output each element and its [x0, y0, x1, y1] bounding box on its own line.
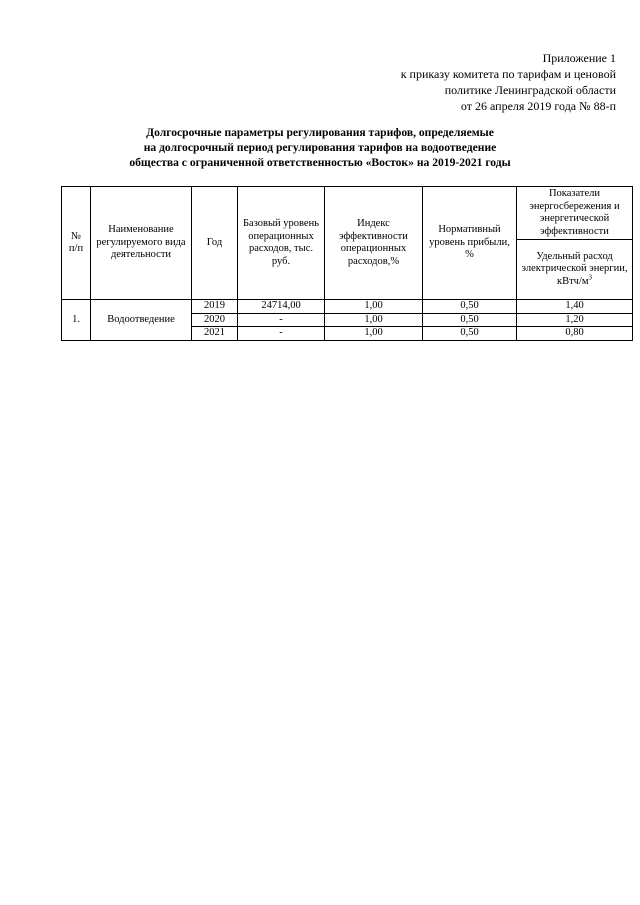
cell-year: 2019: [192, 300, 238, 314]
appendix-line-2: к приказу комитета по тарифам и ценовой: [400, 67, 616, 81]
header-activity: Наименование регулируемого вида деятельности: [91, 187, 192, 300]
cell-efficiency-index: 1,00: [325, 327, 423, 341]
header-energy-sub: [517, 240, 633, 300]
table-row: [62, 300, 633, 314]
cell-energy: 1,20: [517, 313, 633, 327]
cell-energy: 0,80: [517, 327, 633, 341]
title-line-3: общества с ограниченной ответственностью «Восток» на 2019-2021 годы: [129, 156, 511, 169]
cell-energy: 1,40: [517, 300, 633, 314]
parameters-table: [61, 186, 633, 341]
header-energy-group: Показатели энергосбережения и энергетической эффективности: [517, 187, 633, 240]
header-base-costs: Базовый уровень операционных расходов, тыс. руб.: [238, 187, 325, 300]
cell-base-costs: 24714,00: [238, 300, 325, 314]
header-number-line-2: п/п: [68, 243, 84, 254]
header-profit: Нормативный уровень прибыли, %: [423, 187, 517, 300]
header-number: [62, 187, 91, 300]
cell-efficiency-index: 1,00: [325, 313, 423, 327]
cell-base-costs: -: [238, 313, 325, 327]
cell-number: 1.: [62, 300, 91, 341]
appendix-line-3: политике Ленинградской области: [444, 83, 616, 97]
cell-profit: 0,50: [423, 327, 517, 341]
appendix-line-4: от 26 апреля 2019 года № 88-п: [460, 99, 616, 113]
cell-efficiency-index: 1,00: [325, 300, 423, 314]
cell-profit: 0,50: [423, 300, 517, 314]
cell-profit: 0,50: [423, 313, 517, 327]
document-title: [0, 125, 640, 170]
cell-year: 2020: [192, 313, 238, 327]
cell-year: 2021: [192, 327, 238, 341]
cell-base-costs: -: [238, 327, 325, 341]
appendix-line-1: Приложение 1: [542, 51, 616, 65]
header-energy-sub-text: Удельный расход электрической энергии, кВтч/м: [521, 250, 628, 287]
table-header-row: [62, 187, 633, 240]
header-year: Год: [192, 187, 238, 300]
header-efficiency-index: Индекс эффективности операционных расходов,%: [325, 187, 423, 300]
cell-activity: Водоотведение: [91, 300, 192, 341]
appendix-header: [401, 50, 616, 114]
header-number-line-1: №: [70, 230, 82, 242]
title-line-1: Долгосрочные параметры регулирования тарифов, определяемые: [146, 126, 494, 139]
header-energy-sub-exponent: 3: [588, 273, 593, 282]
title-line-2: на долгосрочный период регулирования тарифов на водоотведение: [143, 141, 497, 154]
